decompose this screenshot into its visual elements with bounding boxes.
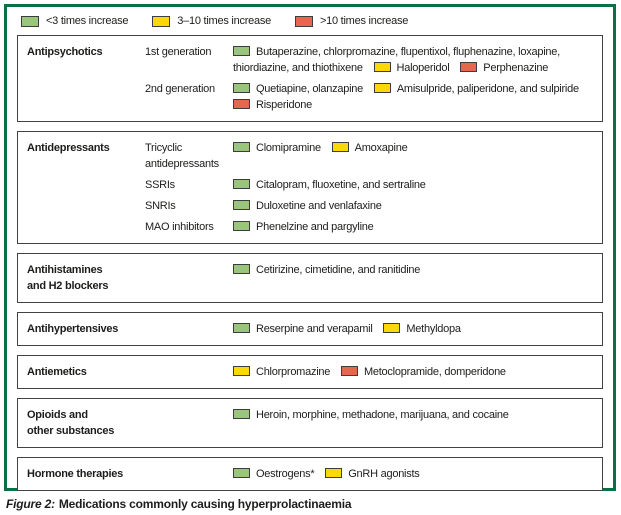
section-rows [145,140,594,235]
category-label [27,262,145,294]
section-rows [145,44,594,113]
medication-entry-yellow [325,468,419,480]
medication-sections [17,35,603,491]
medication-names: GnRH agonists [348,468,420,480]
subcategory-label [145,44,233,76]
subcategory-label [145,321,233,337]
medication-entries [233,81,594,113]
legend-label: 3–10 times increase [177,15,271,27]
medication-names: Metoclopramide, domperidone [363,366,506,378]
figure-caption-text: Medications commonly causing hyperprolactinaemia [58,497,352,511]
subcategory-label [145,140,233,172]
medication-names: Butaperazine, chlorpromazine, flupentixol, fluphenazine, loxapine, thiordiazine, and thiothixene [233,46,560,74]
legend [7,7,613,35]
medication-row [145,262,594,278]
medication-entries [233,219,594,235]
medication-entries [233,198,594,214]
category-line: Antihypertensives [27,323,119,335]
green-swatch-icon [233,221,250,231]
section-rows [145,466,594,482]
section-antihypertensives [17,312,603,346]
subcategory-label [145,177,233,193]
medication-entry-green [233,142,321,154]
medication-row [145,219,594,235]
medication-names: Risperidone [256,99,312,111]
subcategory-label [145,198,233,214]
subcategory-line: 2nd generation [145,83,215,95]
medication-entries [233,44,594,76]
legend-swatch-red-icon [295,16,313,27]
subcategory-line: SNRIs [145,200,176,212]
category-label [27,140,145,235]
green-swatch-icon [233,142,250,152]
category-line: Hormone therapies [27,468,123,480]
medication-entries [233,177,594,193]
medication-names: Haloperidol [396,62,450,74]
subcategory-label [145,81,233,113]
category-label [27,364,145,380]
yellow-swatch-icon [383,323,400,333]
category-label [27,466,145,482]
category-line: other substances [27,425,115,437]
medication-entry-green [233,468,314,480]
green-swatch-icon [233,323,250,333]
medication-names: Heroin, morphine, methadone, marijuana, and cocaine [256,409,509,421]
medication-names: Methyldopa [406,323,461,335]
legend-item-red [295,15,408,27]
medication-entries [233,407,594,423]
section-hormone-therapies [17,457,603,491]
legend-item-yellow [152,15,271,27]
medication-names: Amoxapine [354,142,408,154]
green-swatch-icon [233,46,250,56]
subcategory-line: MAO inhibitors [145,221,214,233]
subcategory-label [145,219,233,235]
section-antipsychotics [17,35,603,122]
category-label [27,407,145,439]
red-swatch-icon [460,62,477,72]
green-swatch-icon [233,200,250,210]
medication-names: Chlorpromazine [256,366,331,378]
legend-swatch-green-icon [21,16,39,27]
medication-entry-red [460,62,548,74]
medication-entry-green [233,200,382,212]
section-rows [145,321,594,337]
medication-row [145,321,594,337]
category-line: Antihistamines [27,264,103,276]
medication-names: Perphenazine [483,62,549,74]
green-swatch-icon [233,409,250,419]
section-opioids [17,398,603,448]
medication-row [145,407,594,423]
category-label [27,321,145,337]
green-swatch-icon [233,264,250,274]
category-line: Antipsychotics [27,46,103,58]
medication-entries [233,140,594,172]
medication-entry-red [341,366,506,378]
figure-caption [6,497,351,511]
legend-label: <3 times increase [46,15,129,27]
medication-names: Citalopram, fluoxetine, and sertraline [256,179,426,191]
yellow-swatch-icon [374,62,391,72]
medication-entry-yellow [383,323,460,335]
green-swatch-icon [233,83,250,93]
yellow-swatch-icon [325,468,342,478]
medication-entry-green [233,83,363,95]
category-line: Antiemetics [27,366,87,378]
section-rows [145,364,594,380]
section-rows [145,407,594,439]
medication-row [145,140,594,172]
medication-entry-yellow [233,366,330,378]
medication-entry-green [233,409,509,421]
legend-label: >10 times increase [319,15,409,27]
medication-names: Phenelzine and pargyline [256,221,374,233]
medication-row [145,177,594,193]
medication-names: Clomipramine [256,142,321,154]
section-rows [145,262,594,294]
medication-row [145,44,594,76]
section-antihistamines [17,253,603,303]
medication-names: Reserpine and verapamil [256,323,373,335]
subcategory-label [145,407,233,423]
medication-entry-yellow [374,83,579,95]
medication-entries [233,466,594,482]
medication-entry-green [233,323,373,335]
red-swatch-icon [233,99,250,109]
category-label [27,44,145,113]
subcategory-line: antidepressants [145,158,219,170]
subcategory-label [145,262,233,278]
yellow-swatch-icon [233,366,250,376]
medication-entry-yellow [332,142,408,154]
category-line: and H2 blockers [27,280,109,292]
medication-names: Amisulpride, paliperidone, and sulpiride [396,83,579,95]
medication-entry-green [233,264,420,276]
subcategory-line: Tricyclic [145,142,183,154]
medication-entry-red [233,99,312,111]
medication-entry-green [233,221,374,233]
medication-entry-yellow [374,62,450,74]
medication-entries [233,321,594,337]
green-swatch-icon [233,468,250,478]
subcategory-line: SSRIs [145,179,175,191]
medication-entries [233,364,594,380]
figure-panel [4,4,616,491]
medication-names: Duloxetine and venlafaxine [256,200,382,212]
medication-names: Quetiapine, olanzapine [256,83,364,95]
subcategory-label [145,364,233,380]
section-antidepressants [17,131,603,244]
medication-entry-green [233,179,426,191]
category-line: Opioids and [27,409,88,421]
yellow-swatch-icon [332,142,349,152]
yellow-swatch-icon [374,83,391,93]
medication-row [145,81,594,113]
medication-names: Oestrogens* [256,468,315,480]
section-antiemetics [17,355,603,389]
green-swatch-icon [233,179,250,189]
medication-names: Cetirizine, cimetidine, and ranitidine [256,264,421,276]
medication-row [145,198,594,214]
medication-entries [233,262,594,278]
medication-row [145,466,594,482]
legend-swatch-yellow-icon [152,16,170,27]
category-line: Antidepressants [27,142,110,154]
subcategory-line: 1st generation [145,46,212,58]
figure-caption-label: Figure 2: [6,497,55,511]
legend-item-green [21,15,128,27]
subcategory-label [145,466,233,482]
medication-row [145,364,594,380]
red-swatch-icon [341,366,358,376]
